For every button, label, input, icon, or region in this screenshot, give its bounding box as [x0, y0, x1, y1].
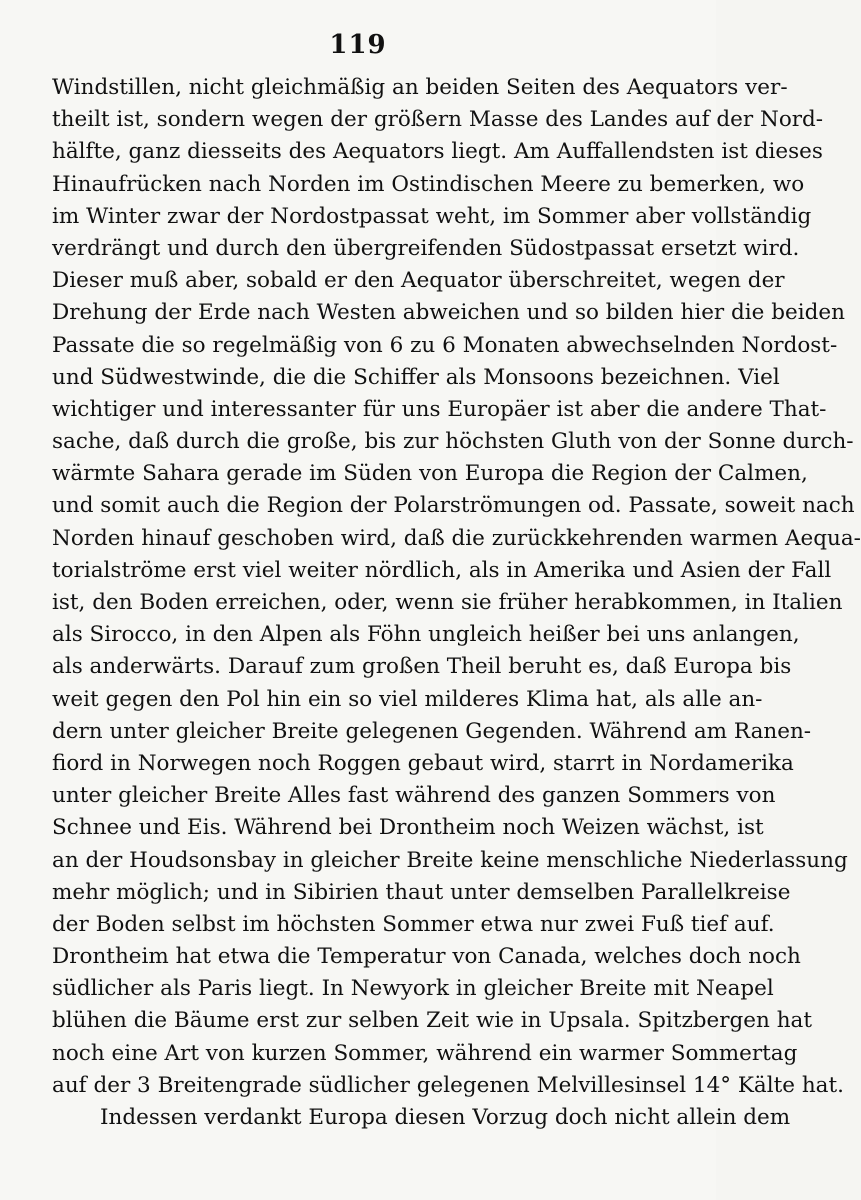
text-line: sache, daß durch die große, bis zur höchsten Gluth von der Sonne durch-	[52, 429, 854, 455]
text-line: Passate die so regelmäßig von 6 zu 6 Monaten abwechselnden Nordost-	[52, 332, 838, 358]
page-number: 119	[329, 30, 387, 60]
text-line: auf der 3 Breitengrade südlicher gelegenen Melvillesinsel 14° Kälte hat.	[52, 1072, 844, 1098]
text-line: weit gegen den Pol hin ein so viel milderes Klima hat, als alle an-	[52, 686, 763, 712]
text-line: mehr möglich; und in Sibirien thaut unter demselben Parallelkreise	[52, 879, 791, 905]
text-line: Drehung der Erde nach Westen abweichen und so bilden hier die beiden	[52, 300, 845, 326]
text-line: Windstillen, nicht gleichmäßig an beiden Seiten des Aequators ver-	[52, 75, 788, 100]
text-line: der Boden selbst im höchsten Sommer etwa nur zwei Fuß tief auf.	[52, 911, 775, 937]
text-line: blühen die Bäume erst zur selben Zeit wie in Upsala. Spitzbergen hat	[52, 1008, 813, 1034]
text-line: hälfte, ganz diesseits des Aequators liegt. Am Auffallendsten ist dieses	[52, 139, 823, 165]
body-text	[52, 72, 861, 1134]
text-line: als Sirocco, in den Alpen als Föhn ungleich heißer bei uns anlangen,	[52, 622, 800, 648]
text-line: fiord in Norwegen noch Roggen gebaut wird, starrt in Nordamerika	[52, 750, 794, 776]
text-line: an der Houdsonsbay in gleicher Breite keine menschliche Niederlassung	[52, 847, 848, 873]
text-line: ist, den Boden erreichen, oder, wenn sie früher herabkommen, in Italien	[52, 590, 843, 615]
text-line: Norden hinauf geschoben wird, daß die zurückkehrenden warmen Aequa-	[52, 525, 861, 551]
text-line: unter gleicher Breite Alles fast während des ganzen Sommers von	[52, 783, 776, 809]
text-line: theilt ist, sondern wegen der größern Masse des Landes auf der Nord-	[52, 107, 824, 133]
text-line: als anderwärts. Darauf zum großen Theil beruht es, daß Europa bis	[52, 654, 792, 680]
text-line: Indessen verdankt Europa diesen Vorzug doch nicht allein dem	[100, 1105, 791, 1130]
text-line: südlicher als Paris liegt. In Newyork in gleicher Breite mit Neapel	[52, 976, 774, 1002]
text-line: torialströme erst viel weiter nördlich, als in Amerika und Asien der Fall	[52, 557, 832, 583]
text-line: dern unter gleicher Breite gelegenen Gegenden. Während am Ranen-	[52, 718, 812, 744]
text-line: Hinaufrücken nach Norden im Ostindischen Meere zu bemerken, wo	[52, 171, 805, 197]
text-line: noch eine Art von kurzen Sommer, während ein warmer Sommertag	[52, 1040, 798, 1066]
text-line: und Südwestwinde, die die Schiffer als Monsoons bezeichnen. Viel	[52, 364, 780, 390]
text-line: wichtiger und interessanter für uns Europäer ist aber die andere That-	[52, 396, 827, 422]
text-line: Schnee und Eis. Während bei Drontheim noch Weizen wächst, ist	[52, 815, 764, 841]
text-line: wärmte Sahara gerade im Süden von Europa die Region der Calmen,	[52, 461, 808, 487]
text-line: im Winter zwar der Nordostpassat weht, im Sommer aber vollständig	[52, 203, 812, 229]
text-line: und somit auch die Region der Polarströmungen od. Passate, soweit nach	[52, 493, 855, 519]
text-line: Drontheim hat etwa die Temperatur von Canada, welches doch noch	[52, 944, 801, 970]
text-line: verdrängt und durch den übergreifenden Südostpassat ersetzt wird.	[52, 235, 800, 261]
text-line: Dieser muß aber, sobald er den Aequator überschreitet, wegen der	[52, 268, 785, 294]
